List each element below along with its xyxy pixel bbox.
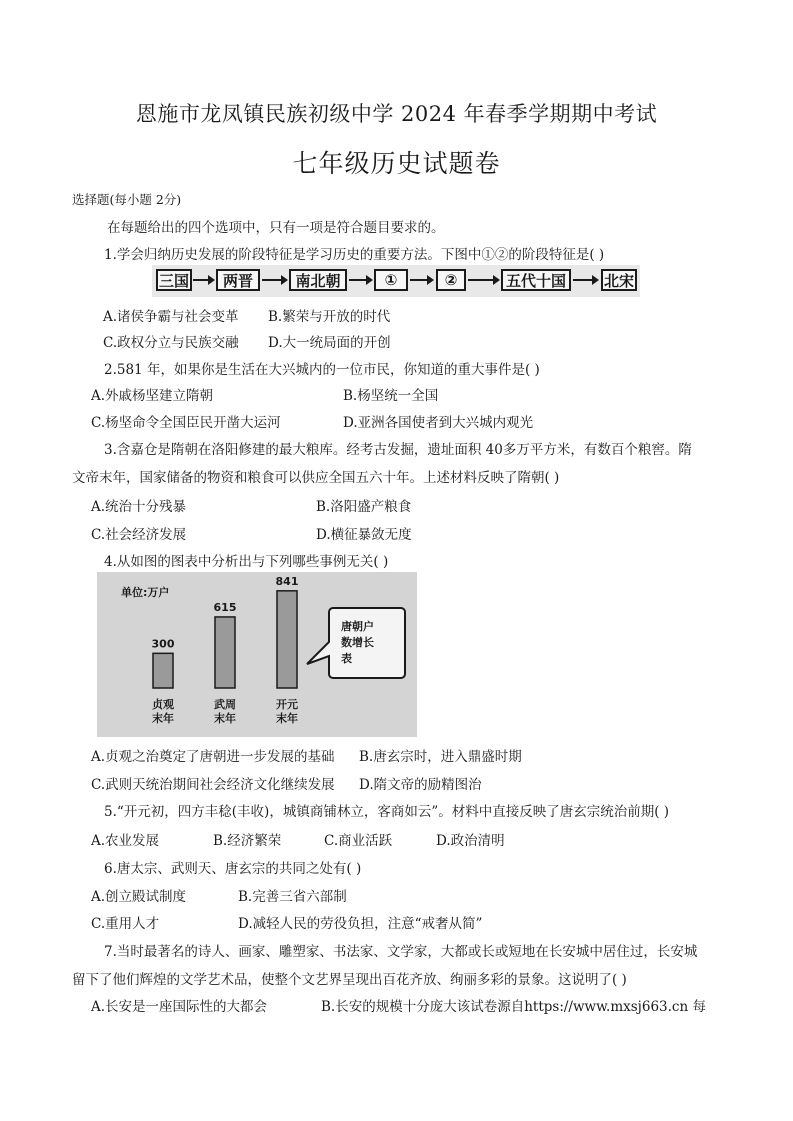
school-exam-title: 恩施市龙凤镇民族初级中学 2024 年春季学期期中考试 [135,102,658,126]
question-1-option-c[interactable]: C.政权分立与民族交融 [103,335,239,351]
question-3-stem-line-1: 3.含嘉仓是隋朝在洛阳修建的最大粮库。经考古发掘，遗址面积 40多万平方米，有数百个粮窖。隋 [104,442,692,458]
question-5-option-b[interactable]: B.经济繁荣 [213,833,282,849]
question-6-stem: 6.唐太宗、武则天、唐玄宗的共同之处有( ) [104,861,362,877]
household-growth-chart [97,572,417,737]
question-6-option-a[interactable]: A.创立殿试制度 [91,889,187,905]
annotation-line: 数增长 [341,636,374,649]
question-6-option-b[interactable]: B.完善三省六部制 [238,889,347,905]
flow-arrow-icon [193,279,213,281]
flow-arrow-icon [410,279,432,281]
flow-box: 五代十国 [501,269,571,291]
question-2-stem: 2.581 年，如果你是生活在大兴城内的一位市民，你知道的重大事件是( ) [104,362,540,378]
flow-arrow-icon [349,279,371,281]
flow-arrow-icon [573,279,597,281]
question-4-option-a[interactable]: A.贞观之治奠定了唐朝进一步发展的基础 [91,749,335,765]
category-label-0: 贞观 [152,698,174,711]
category-label-0: 末年 [152,712,174,725]
bar-1 [215,617,235,688]
flow-box: 北宋 [601,269,637,291]
question-7-option-a[interactable]: A.长安是一座国际性的大都会 [91,999,268,1015]
question-7-stem-line-2: 留下了他们辉煌的文学艺术品，使整个文艺界呈现出百花齐放、绚丽多彩的景象。这说明了( ) [72,972,627,988]
category-label-1: 末年 [214,712,236,725]
category-label-2: 开元 [276,698,298,711]
question-2-option-c[interactable]: C.杨坚命令全国臣民开凿大运河 [91,415,281,431]
question-3-option-d[interactable]: D.横征暴敛无度 [316,527,412,543]
question-3-option-b[interactable]: B.洛阳盛产粮食 [316,499,412,515]
question-5-option-d[interactable]: D.政治清明 [436,833,505,849]
bar-value-label-0: 300 [151,637,175,651]
question-4-stem: 4.从如图的图表中分析出与下列哪些事例无关( ) [104,554,389,570]
flow-box: 南北朝 [289,269,347,291]
question-3-stem-line-2: 文帝末年，国家储备的物资和粮食可以供应全国五六十年。上述材料反映了隋朝( ) [72,470,560,486]
dynasty-flow-diagram [152,265,640,297]
question-6-option-d[interactable]: D.减轻人民的劳役负担，注意“戒奢从简” [238,916,483,932]
flow-arrow-icon [468,279,498,281]
question-4-option-b[interactable]: B.唐玄宗时，进入鼎盛时期 [359,749,522,765]
question-7-option-b[interactable]: B.长安的规模十分庞大该试卷源自https://www.mxsj663.cn 每 [321,999,706,1015]
question-5-stem: 5.“开元初，四方丰稔(丰收)，城镇商铺林立，客商如云”。材料中直接反映了唐玄宗统治前期( ) [104,804,670,820]
bar-value-label-2: 841 [275,574,299,588]
bar-value-label-1: 615 [213,600,237,614]
question-4-option-c[interactable]: C.武则天统治期间社会经济文化继续发展 [91,777,335,793]
question-2-option-d[interactable]: D.亚洲各国使者到大兴城内观光 [343,415,534,431]
question-3-option-c[interactable]: C.社会经济发展 [91,527,187,543]
question-1-option-d[interactable]: D.大一统局面的开创 [268,335,391,351]
flow-box-blank-1: ① [374,269,408,291]
category-label-2: 末年 [276,712,298,725]
question-1-stem: 1.学会归纳历史发展的阶段特征是学习历史的重要方法。下图中①②的阶段特征是( ) [104,247,605,263]
annotation-line: 表 [341,652,352,665]
flow-box: 两晋 [216,269,260,291]
question-5-option-a[interactable]: A.农业发展 [91,833,160,849]
question-2-option-a[interactable]: A.外戚杨坚建立隋朝 [91,388,214,404]
question-5-option-c[interactable]: C.商业活跃 [324,833,393,849]
flow-arrow-icon [262,279,286,281]
flow-box-blank-2: ② [436,269,466,291]
bar-2 [277,591,297,688]
paper-title: 七年级历史试题卷 [292,149,501,178]
section-instruction: 在每题给出的四个选项中，只有一项是符合题目要求的。 [107,220,445,236]
section-label: 选择题(每小题 2分) [72,192,182,207]
chart-unit-label: 单位:万户 [121,586,170,599]
question-4-option-d[interactable]: D.隋文帝的励精图治 [359,777,482,793]
question-1-option-b[interactable]: B.繁荣与开放的时代 [268,309,391,325]
question-7-stem-line-1: 7.当时最著名的诗人、画家、雕塑家、书法家、文学家，大都或长或短地在长安城中居住过，长安城 [104,944,698,960]
chart-svg [97,572,417,737]
annotation-line: 唐朝户 [341,620,374,633]
question-6-option-c[interactable]: C.重用人才 [91,916,160,932]
flow-box: 三国 [156,269,192,291]
category-label-1: 武周 [214,698,236,711]
bar-0 [153,653,173,688]
question-3-option-a[interactable]: A.统治十分残暴 [91,499,187,515]
question-1-option-a[interactable]: A.诸侯争霸与社会变革 [103,309,239,325]
question-2-option-b[interactable]: B.杨坚统一全国 [343,388,439,404]
